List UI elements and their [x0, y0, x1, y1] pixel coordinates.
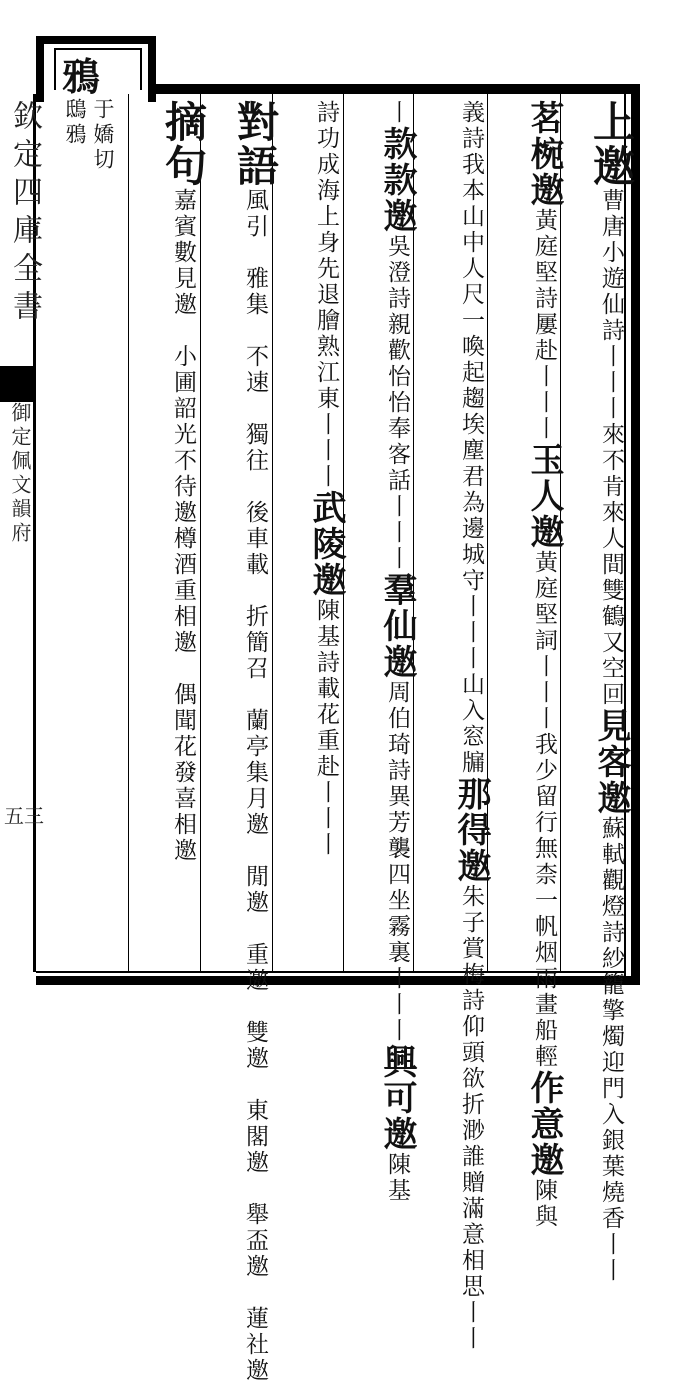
entry-keyword: 茗椀邀 [524, 100, 564, 208]
entry-text: 丨 [384, 100, 410, 126]
entry-text: 陳與 [531, 1178, 557, 1230]
entry-text: 黃庭堅詩屢赴丨丨丨 [531, 208, 557, 442]
frame-right-border [631, 84, 640, 984]
entry-keyword: 作意邀 [524, 1070, 564, 1178]
book-title: 欽定四庫全書 [7, 100, 42, 328]
entry-text: 風引 雅集 不速 獨往 後車載 折簡召 蘭亭集月邀 閒邀 重邀 雙邀 東閣邀 舉盃邀 蓮社邀 [242, 188, 268, 1384]
page-number: 五三 [4, 804, 44, 828]
gloss-pronunciation: 于嬌切 [91, 98, 115, 173]
text-column [349, 100, 417, 1204]
entry-text: 嘉賓數見邀 小圃韶光不待邀樽酒重相邀 偶聞花發喜相邀 [170, 188, 196, 864]
entry-keyword: 摘句 [159, 100, 208, 188]
text-column [278, 100, 346, 970]
entry-keyword: 玉人邀 [524, 442, 564, 550]
text-column [134, 100, 208, 970]
entry-text: 陳基詩載花重赴丨丨丨 [313, 598, 339, 858]
entry-text: 周伯琦詩異芳襲四坐霧裏丨丨丨 [384, 680, 410, 1044]
book-subtitle: 御定佩文韻府 [8, 402, 32, 546]
entry-text: 詩功成海上身先退膾熟江東丨丨丨 [313, 100, 339, 490]
text-column [566, 100, 636, 1284]
text-column [493, 100, 564, 1230]
entry-text: 吳澄詩親歡怡怡奉客話丨丨丨 [384, 234, 410, 572]
margin-fish-tail [0, 366, 36, 402]
entry-keyword: 興可邀 [377, 1044, 417, 1152]
entry-text: 朱子賞梅詩仰頭欲折渺誰贈滿意相思丨丨 [458, 884, 484, 1352]
entry-keyword: 羣仙邀 [377, 572, 417, 680]
entry-text: 蘇軾觀燈詩紗籠擎燭迎門入銀葉燒香丨丨 [598, 816, 624, 1284]
entry-keyword: 見客邀 [591, 708, 631, 816]
text-column [420, 100, 491, 1352]
column-divider [128, 94, 129, 971]
entry-keyword: 款款邀 [377, 126, 417, 234]
gloss-term: 鴟鴉 [63, 98, 87, 148]
entry-keyword: 武陵邀 [306, 490, 346, 598]
entry-text: 義詩我本山中人尺一喚起趨埃塵君為邊城守丨丨丨山入窓牖 [458, 100, 484, 776]
column-divider [200, 94, 201, 971]
entry-text: 陳基 [384, 1152, 410, 1204]
text-column [206, 100, 280, 1384]
entry-keyword: 那得邀 [451, 776, 491, 884]
entry-keyword: 上邀 [587, 100, 636, 188]
entry-keyword: 對語 [231, 100, 280, 188]
heading-character: 鴉 [62, 54, 101, 99]
column-divider [272, 94, 273, 971]
entry-text: 黃庭堅詞丨丨丨我少留行無柰一帆烟雨畫船輕 [531, 550, 557, 1070]
entry-text: 曹唐小遊仙詩丨丨丨來不肯來人間雙鶴又空回 [598, 188, 624, 708]
